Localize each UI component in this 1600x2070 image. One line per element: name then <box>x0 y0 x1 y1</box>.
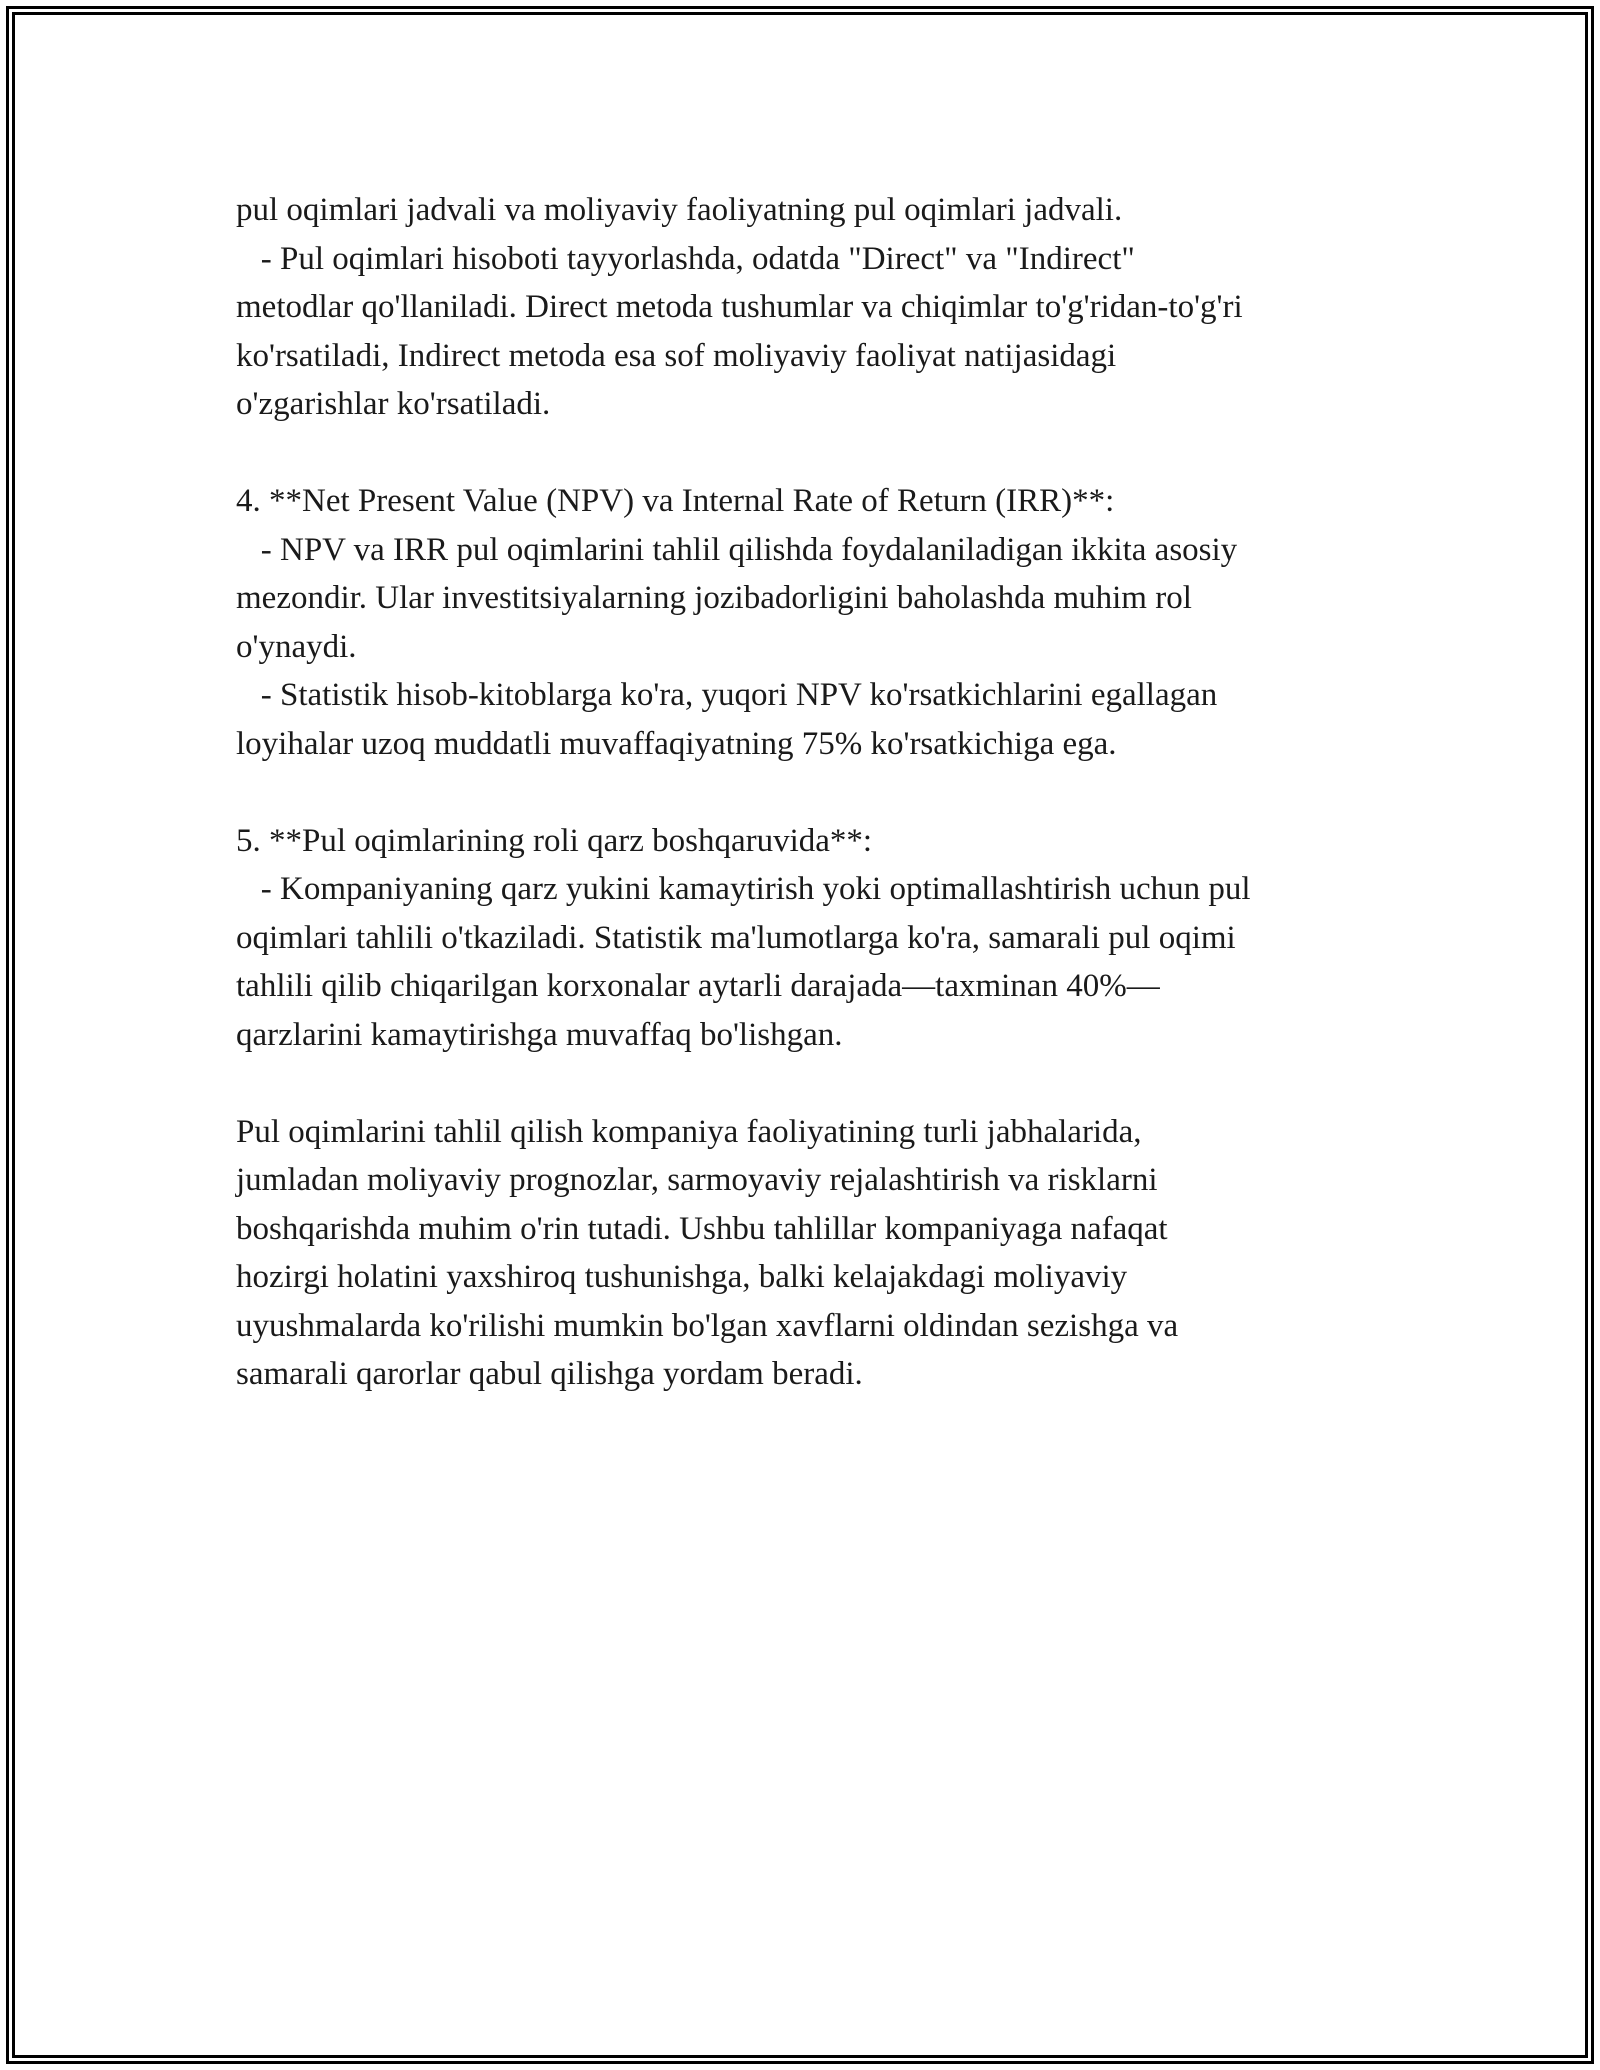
section-heading: 5. **Pul oqimlarining roli qarz boshqaruvida**: <box>236 822 873 859</box>
document-body <box>236 186 1396 1399</box>
paragraph-gap <box>236 429 1396 478</box>
text-line: - Pul oqimlari hisoboti tayyorlashda, odatda "Direct" va "Indirect" <box>236 240 1135 277</box>
text-line: oqimlari tahlili o'tkaziladi. Statistik ma'lumotlarga ko'ra, samarali pul oqimi <box>236 919 1236 956</box>
paragraph-gap <box>236 768 1396 817</box>
text-line: tahlili qilib chiqarilgan korxonalar aytarli darajada—taxminan 40%— <box>236 968 1160 1004</box>
text-line: boshqarishda muhim o'rin tutadi. Ushbu tahlillar kompaniyaga nafaqat <box>236 1210 1168 1247</box>
text-line: o'ynaydi. <box>236 628 357 665</box>
text-line: hozirgi holatini yaxshiroq tushunishga, balki kelajakdagi moliyaviy <box>236 1259 1128 1295</box>
text-line: loyihalar uzoq muddatli muvaffaqiyatning 75% ko'rsatkichiga ega. <box>236 725 1117 762</box>
text-line: Pul oqimlarini tahlil qilish kompaniya faoliyatining turli jabhalarida, <box>236 1113 1142 1150</box>
text-line: - Statistik hisob-kitoblarga ko'ra, yuqori NPV ko'rsatkichlarini egallagan <box>236 677 1218 713</box>
text-line: jumladan moliyaviy prognozlar, sarmoyaviy rejalashtirish va risklarni <box>236 1162 1158 1198</box>
text-line: metodlar qo'llaniladi. Direct metoda tushumlar va chiqimlar to'g'ridan-to'g'ri <box>236 289 1243 325</box>
text-line: pul oqimlari jadvali va moliyaviy faoliyatning pul oqimlari jadvali. <box>236 192 1123 228</box>
text-line: o'zgarishlar ko'rsatiladi. <box>236 386 551 422</box>
text-line: mezondir. Ular investitsiyalarning jozibadorligini baholashda muhim rol <box>236 580 1192 616</box>
text-line: samarali qarorlar qabul qilishga yordam beradi. <box>236 1356 863 1392</box>
text-line: - NPV va IRR pul oqimlarini tahlil qilishda foydalaniladigan ikkita asosiy <box>236 531 1238 568</box>
text-line: qarzlarini kamaytirishga muvaffaq bo'lishgan. <box>236 1016 843 1053</box>
paragraph-gap <box>236 1059 1396 1108</box>
text-line: - Kompaniyaning qarz yukini kamaytirish yoki optimallashtirish uchun pul <box>236 871 1251 907</box>
text-line: ko'rsatiladi, Indirect metoda esa sof moliyaviy faoliyat natijasidagi <box>236 337 1117 374</box>
text-line: uyushmalarda ko'rilishi mumkin bo'lgan xavflarni oldindan sezishga va <box>236 1307 1179 1344</box>
section-heading: 4. **Net Present Value (NPV) va Internal Rate of Return (IRR)**: <box>236 483 1115 519</box>
